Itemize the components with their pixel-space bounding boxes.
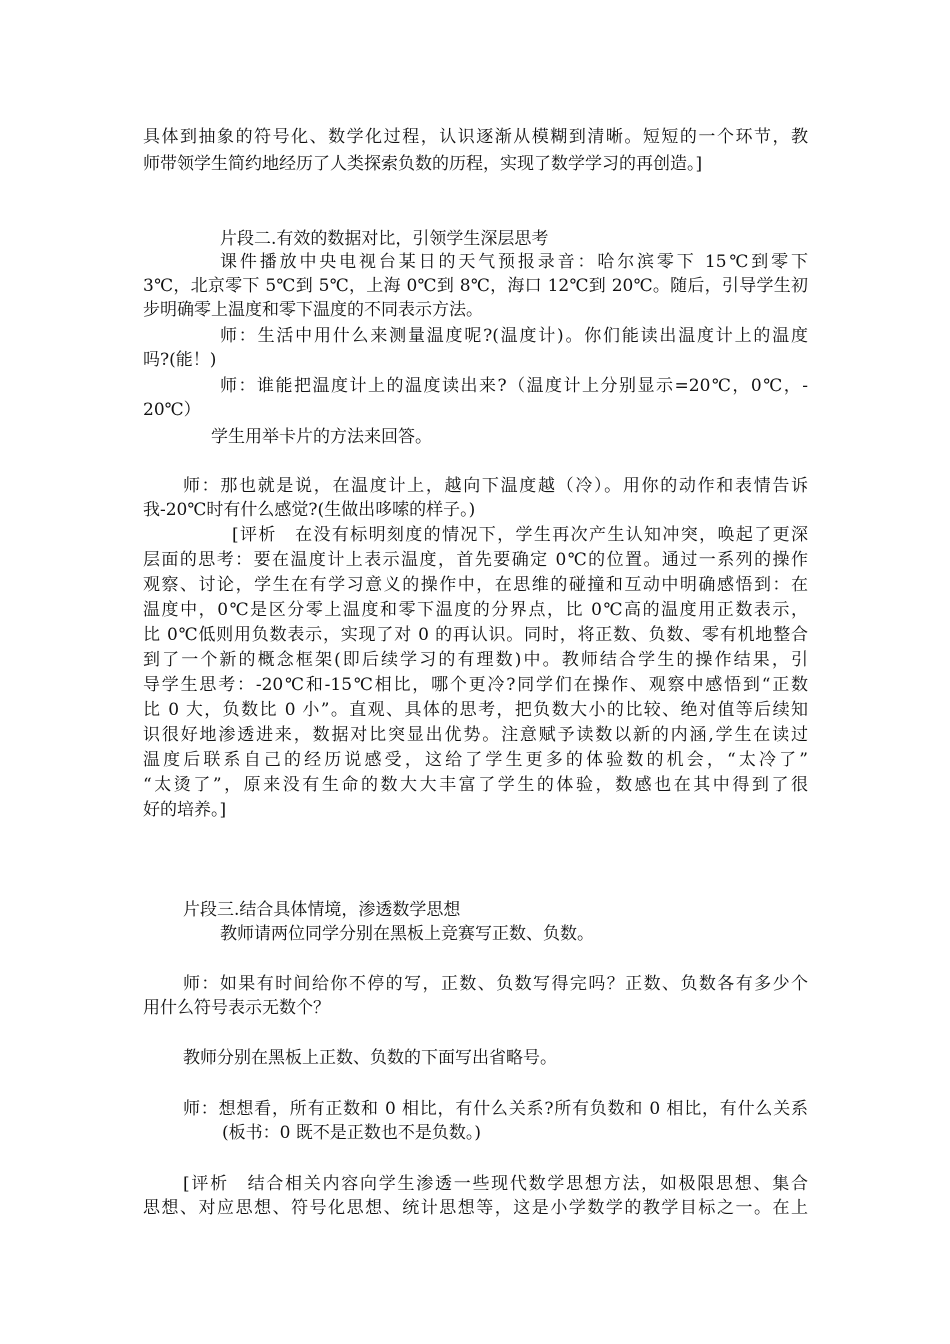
paragraph-line: (板书：0 既不是正数也不是负数。): [222, 1123, 481, 1143]
paragraph-line: 课件播放中央电视台某日的天气预报录音：哈尔滨零下 15℃到零下: [220, 252, 808, 272]
paragraph-line: 学生用举卡片的方法来回答。: [211, 427, 432, 447]
paragraph-line: 师带领学生简约地经历了人类探索负数的历程，实现了数学学习的再创造。]: [143, 154, 703, 174]
paragraph-line: 师：谁能把温度计上的温度读出来?（温度计上分别显示=20℃，0℃，-: [220, 376, 808, 396]
comment-line: 好的培养。]: [143, 800, 227, 820]
paragraph-line: 我-20℃时有什么感觉?(生做出哆嗦的样子。): [143, 500, 476, 520]
comment-line: 识很好地渗透进来，数据对比突显出优势。注意赋予读数以新的内涵,学生在读过: [143, 725, 808, 745]
paragraph-line: 师：如果有时间给你不停的写，正数、负数写得完吗？正数、负数各有多少个: [183, 974, 808, 994]
comment-line: 温度中，0℃是区分零上温度和零下温度的分界点，比 0℃高的温度用正数表示，: [143, 600, 808, 620]
comment-line: 到了一个新的概念框架(即后续学习的有理数)中。教师结合学生的操作结果，引: [143, 650, 808, 670]
paragraph-line: 师：想想看，所有正数和 0 相比，有什么关系?所有负数和 0 相比，有什么关系: [183, 1099, 808, 1119]
paragraph-line: 教师分别在黑板上正数、负数的下面写出省略号。: [183, 1048, 557, 1068]
comment-line: 温度后联系自己的经历说感受，这给了学生更多的体验数的机会，“太冷了”: [143, 750, 808, 770]
paragraph-line: 具体到抽象的符号化、数学化过程，认识逐渐从模糊到清晰。短短的一个环节，教: [143, 127, 808, 147]
comment-line: 比 0 大，负数比 0 小”。直观、具体的思考，把负数大小的比较、绝对值等后续知: [143, 700, 808, 720]
paragraph-line: 20℃）: [143, 400, 201, 420]
paragraph-line: 教师请两位同学分别在黑板上竞赛写正数、负数。: [220, 924, 594, 944]
comment-line: 导学生思考：-20℃和-15℃相比，哪个更冷?同学们在操作、观察中感悟到“正数: [143, 675, 808, 695]
comment-line: 比 0℃低则用负数表示，实现了对 0 的再认识。同时，将正数、负数、零有机地整合: [143, 625, 808, 645]
comment-line: [评析 在没有标明刻度的情况下，学生再次产生认知冲突，唤起了更深: [232, 525, 808, 545]
paragraph-line: 3℃，北京零下 5℃到 5℃，上海 0℃到 8℃，海口 12℃到 20℃。随后，引导学生初: [143, 276, 808, 296]
paragraph-line: 步明确零上温度和零下温度的不同表示方法。: [143, 300, 483, 320]
section-heading: 片段三.结合具体情境，渗透数学思想: [183, 900, 461, 920]
paragraph-line: 用什么符号表示无数个？: [143, 998, 330, 1018]
comment-line: 思想、对应思想、符号化思想、统计思想等，这是小学数学的教学目标之一。在上: [143, 1198, 808, 1218]
comment-line: “太烫了”，原来没有生命的数大大丰富了学生的体验，数感也在其中得到了很: [143, 775, 808, 795]
comment-line: [评析 结合相关内容向学生渗透一些现代数学思想方法，如极限思想、集合: [183, 1174, 808, 1194]
paragraph-line: 师：那也就是说，在温度计上，越向下温度越（冷）。用你的动作和表情告诉: [183, 476, 808, 496]
comment-line: 层面的思考：要在温度计上表示温度，首先要确定 0℃的位置。通过一系列的操作: [143, 550, 808, 570]
comment-line: 观察、讨论，学生在有学习意义的操作中，在思维的碰撞和互动中明确感悟到：在: [143, 575, 808, 595]
section-heading: 片段二.有效的数据对比，引领学生深层思考: [220, 229, 549, 249]
paragraph-line: 师：生活中用什么来测量温度呢?(温度计)。你们能读出温度计上的温度: [220, 326, 808, 346]
paragraph-line: 吗?(能！): [143, 350, 217, 370]
